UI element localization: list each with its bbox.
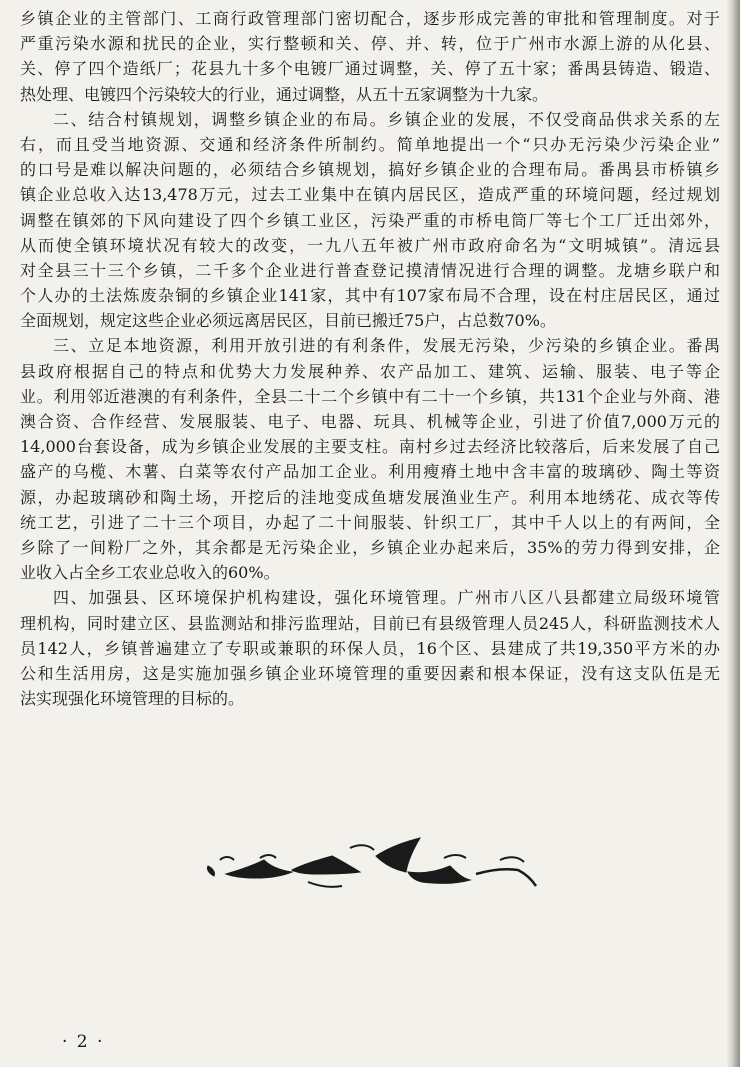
text-line: 关、停了四个造纸厂；花县九十多个电镀厂通过调整，关、停了五十家；番禺县铸造、锻造、 (20, 59, 720, 79)
text-line: 盛产的乌榄、木薯、白菜等农付产品加工企业。利用瘦瘠土地中含丰富的玻璃砂、陶土等资 (20, 462, 720, 482)
text-line: 统工艺，引进了二十三个项目，办起了二十间服装、针织工厂，其中千人以上的有两间，全 (20, 512, 720, 532)
text-line: 业。利用邻近港澳的有利条件，全县二十二个乡镇中有二十一个乡镇，共131个企业与外商、港 (20, 386, 720, 406)
text-line: 全面规划，规定这些企业必须远离居民区，目前已搬迁75户，占总数70%。 (20, 311, 556, 331)
section-2-heading-line: 二、结合村镇规划，调整乡镇企业的布局。乡镇企业的发展，不仅受商品供求关系的左 (53, 109, 720, 129)
body-text (20, 6, 720, 711)
text-line: 法实现强化环境管理的目标的。 (20, 689, 245, 709)
text-line: 源，办起玻璃砂和陶土场，开挖后的洼地变成鱼塘发展渔业生产。利用本地绣花、成衣等传 (20, 487, 720, 507)
text-line: 乡镇企业的主管部门、工商行政管理部门密切配合，逐步形成完善的审批和管理制度。对于 (20, 9, 720, 28)
text-line: 从而使全镇环境状况有较大的改变，一九八五年被广州市政府命名为“文明城镇”。清远县 (20, 235, 720, 255)
decorative-ornament (200, 830, 545, 900)
text-line: 镇企业总收入达13,478万元，过去工业集中在镇内居民区，造成严重的环境问题，经过规划 (20, 185, 720, 205)
text-line: 的口号是难以解决问题的，必须结合乡镇规划，搞好乡镇企业的合理布局。番禺县市桥镇乡 (20, 160, 720, 180)
text-line: 严重污染水源和扰民的企业，实行整顿和关、停、并、转，位于广州市水源上游的从化县、 (20, 34, 720, 54)
text-line: 对全县三十三个乡镇，二千多个企业进行普查登记摸清情况进行合理的调整。龙塘乡联户和 (20, 260, 720, 280)
text-line: 14,000台套设备，成为乡镇企业发展的主要支柱。南村乡过去经济比较落后，后来发展了自己 (20, 437, 720, 457)
page-number: · 2 · (62, 1032, 105, 1052)
text-line: 公和生活用房，这是实施加强乡镇企业环境管理的重要因素和根本保证，没有这支队伍是无 (20, 663, 720, 683)
page-edge-shadow (726, 0, 740, 1067)
text-line: 右，而且受当地资源、交通和经济条件所制约。简单地提出一个“只办无污染少污染企业” (20, 134, 720, 154)
text-line: 个人办的土法炼废杂铜的乡镇企业141家，其中有107家布局不合理，设在村庄居民区，通过 (20, 286, 720, 306)
text-line: 员142人，乡镇普遍建立了专职或兼职的环保人员，16个区、县建成了共19,350平方米的办 (20, 638, 720, 658)
section-3-heading-line: 三、立足本地资源，利用开放引进的有利条件，发展无污染，少污染的乡镇企业。番禺 (53, 336, 720, 356)
text-line: 澳合资、合作经营、发展服装、电子、电器、玩具、机械等企业，引进了价值7,000万元的 (20, 412, 720, 431)
text-line: 乡除了一间粉厂之外，其余都是无污染企业，乡镇企业办起来后，35%的劳力得到安排，企 (20, 537, 720, 557)
text-line: 县政府根据自己的特点和优势大力发展种养、农产品加工、建筑、运输、服装、电子等企 (20, 361, 720, 381)
text-line: 理机构，同时建立区、县监测站和排污监理站，目前已有县级管理人员245人，科研监测技术人 (20, 613, 720, 633)
text-line: 业收入占全乡工农业总收入的60%。 (20, 563, 280, 583)
text-line: 调整在镇郊的下风向建设了四个乡镇工业区，污染严重的市桥电筒厂等七个工厂迁出郊外， (20, 210, 720, 230)
section-4-heading-line: 四、加强县、区环境保护机构建设，强化环境管理。广州市八区八县都建立局级环境管 (53, 588, 720, 608)
text-line: 热处理、电镀四个污染较大的行业，通过调整，从五十五家调整为十九家。 (20, 84, 549, 104)
